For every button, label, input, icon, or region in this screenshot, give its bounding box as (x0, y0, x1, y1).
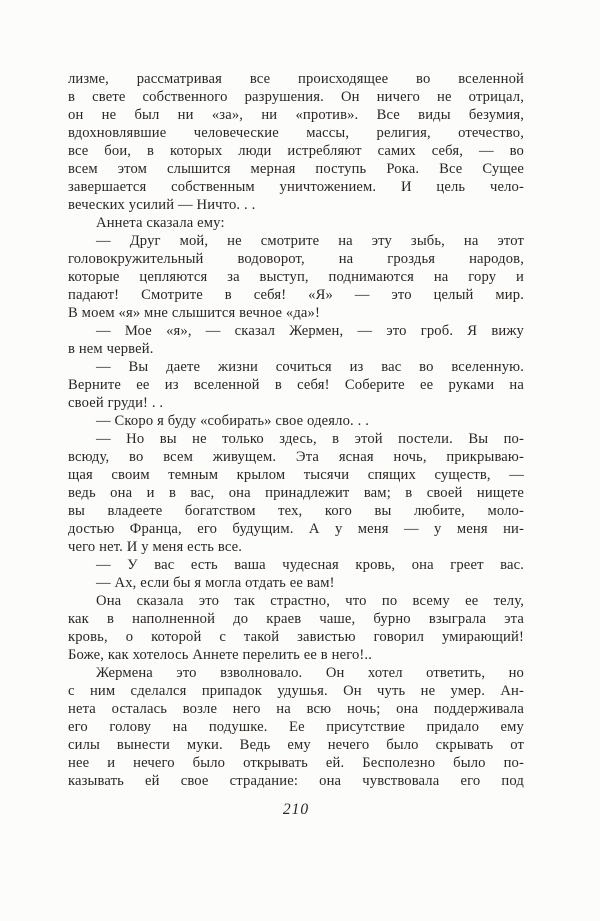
text-line: Боже, как хотелось Аннете перелить ее в него!.. (68, 647, 373, 663)
text-line: — Мое «я», — сказал Жермен, — это гроб. Я вижу (96, 323, 524, 339)
text-line: ведь она и в вас, она принадлежит вам; в своей нищете (68, 485, 524, 501)
page-text-block (68, 70, 524, 790)
text-line: в нем червей. (68, 341, 154, 357)
text-line: головокружительный водоворот, на гроздья народов, (68, 251, 524, 267)
text-line: нета осталась возле него на всю ночь; она поддерживала (68, 701, 524, 717)
text-line: его голову на подушке. Ее присутствие придало ему (68, 719, 524, 735)
text-line: которые цепляются за выступ, поднимаются на гору и (68, 269, 524, 285)
text-line: веческих усилий — Ничто. . . (68, 197, 256, 213)
text-line: Аннета сказала ему: (96, 215, 225, 231)
text-line: завершается собственным уничтожением. И цель чело- (68, 179, 524, 195)
text-line: он не был ни «за», ни «против». Все виды безумия, (68, 107, 524, 123)
text-line: кровь, о которой с такой завистью говорил умирающий! (68, 629, 524, 645)
text-line: В моем «я» мне слышится вечное «да»! (68, 305, 321, 321)
text-line: силы вынести муки. Ведь ему нечего было скрывать от (68, 737, 524, 753)
text-line: Верните ее из вселенной в себя! Соберите ее руками на (68, 377, 524, 393)
page-number: 210 (282, 801, 310, 818)
text-line: Она сказала это так страстно, что по всему ее телу, (96, 593, 524, 609)
text-line: казывать ей свое страдание: она чувствовала его под (68, 773, 524, 789)
text-line: достью Франца, его будущим. А у меня — у меня ни- (68, 521, 524, 537)
text-line: щая своим темным крылом тысячи спящих существ, — (68, 467, 524, 483)
text-line: с ним сделался припадок удушья. Он чуть не умер. Ан- (68, 683, 524, 699)
text-line: — У вас есть ваша чудесная кровь, она греет вас. (96, 557, 524, 573)
text-line: своей груди! . . (68, 395, 164, 411)
text-line: лизме, рассматривая все происходящее во вселенной (68, 71, 524, 87)
text-line: Жермена это взволновало. Он хотел ответить, но (96, 665, 524, 681)
text-line: — Скоро я буду «собирать» свое одеяло. . . (96, 413, 370, 429)
text-line: — Вы даете жизни сочиться из вас во вселенную. (96, 359, 524, 375)
text-line: всюду, во всем живущем. Эта ясная ночь, прикрываю- (68, 449, 524, 465)
text-line: чего нет. И у меня есть все. (68, 539, 243, 555)
text-line: как в наполненной до краев чаше, бурно взыграла эта (68, 611, 524, 627)
text-line: вы владеете богатством тех, кого вы любите, моло- (68, 503, 524, 519)
text-line: вдохновлявшие человеческие массы, религия, отечество, (68, 125, 524, 141)
text-line: — Но вы не только здесь, в этой постели. Вы по- (96, 431, 524, 447)
text-line: — Ах, если бы я могла отдать ее вам! (96, 575, 335, 591)
text-line: — Друг мой, не смотрите на эту зыбь, на этот (96, 233, 524, 249)
text-line: все бои, в которых люди истребляют самих себя, — во (68, 143, 524, 159)
text-line: нее и нечего было открывать ей. Бесполезно было по- (68, 755, 524, 771)
text-line: всем этом слышится мерная поступь Рока. Все Сущее (68, 161, 524, 177)
text-line: в свете собственного разрушения. Он ничего не отрицал, (68, 89, 524, 105)
text-line: падают! Смотрите в себя! «Я» — это целый мир. (68, 287, 524, 303)
